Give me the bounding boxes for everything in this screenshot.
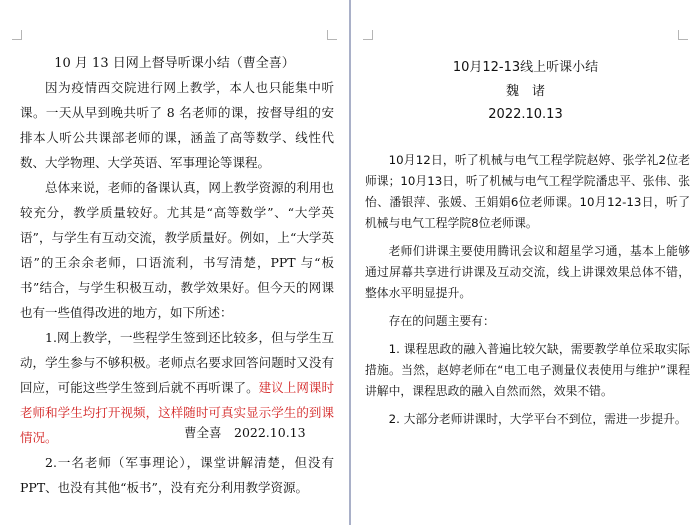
issue-1-text: 1.网上教学，一些程学生签到还比较多，但与学生互动，学生参与不够积极。老师点名要求回答问题时又没有回应，可能这些学生签到后就不再听课了。 [20, 330, 334, 395]
left-doc-title: 10 月 13 日网上督导听课小结（曹全喜） [54, 56, 295, 71]
left-document-page [0, 0, 349, 525]
right-doc-paragraph: 存在的问题主要有： [388, 314, 495, 328]
right-doc-paragraph: 10月12日，听了机械与电气工程学院赵婷、张学礼2位老师课；10月13日，听了机械与电气工程学院潘忠平、张伟、张怡、潘银萍、张媛、王娟娟6位老师课。10月12-13日，听了机械与电气工程学院8位老师课。 [365, 153, 690, 230]
left-doc-paragraph: 因为疫情西交院进行网上教学，本人也只能集中听课。一天从早到晚共听了 8 名老师的课，按督导组的安排本人听公共课部老师的课，涵盖了高等数学、线性代数、大学物理、大学英语、军事理论等课程。 [20, 80, 334, 170]
right-document-page [351, 0, 700, 525]
right-doc-title: 10月12-13线上听课小结 [452, 60, 599, 75]
left-doc-paragraph: 总体来说，老师的备课认真，网上教学资源的利用也较充分，教学质量较好。尤其是“高等数学”、“大学英语”，与学生有互动交流，教学质量好。例如，上“大学英语”的王余余老师，口语流利，书写清楚，PPT 与“板书”结合，与学生积极互动，教学效果好。但今天的网课也有一些值得改进的地方，如下所述： [20, 180, 334, 320]
issue-1-highlight: 建议上网课时老师和学生均打开视频，这样随时可真实显示学生的到课情况。 [20, 380, 334, 445]
margin-corner-mark [12, 30, 22, 40]
margin-corner-mark [363, 30, 373, 40]
margin-corner-mark [678, 30, 688, 40]
right-doc-body [365, 150, 690, 437]
left-doc-signature: 曹全喜 2022.10.13 [184, 425, 306, 440]
right-doc-paragraph: 1. 课程思政的融入普遍比较欠缺，需要教学单位采取实际措施。当然，赵婷老师在“电工电子测量仪表使用与维护”课程讲解中，课程思政的融入自然而然，效果不错。 [365, 342, 690, 398]
right-doc-paragraph: 老师们讲课主要使用腾讯会议和超星学习通，基本上能够通过屏幕共享进行讲课及互动交流，线上讲课效果总体不错，整体水平明显提升。 [365, 244, 690, 300]
margin-corner-mark [327, 30, 337, 40]
right-doc-date: 2022.10.13 [488, 107, 563, 122]
right-doc-author: 魏 诸 [505, 84, 545, 99]
right-doc-paragraph: 2. 大部分老师讲课时，大学平台不到位，需进一步提升。 [388, 412, 687, 426]
left-doc-issue-2: 2.一名老师（军事理论），课堂讲解清楚，但没有 PPT、也没有其他“板书”，没有充分利用教学资源。 [20, 455, 334, 495]
